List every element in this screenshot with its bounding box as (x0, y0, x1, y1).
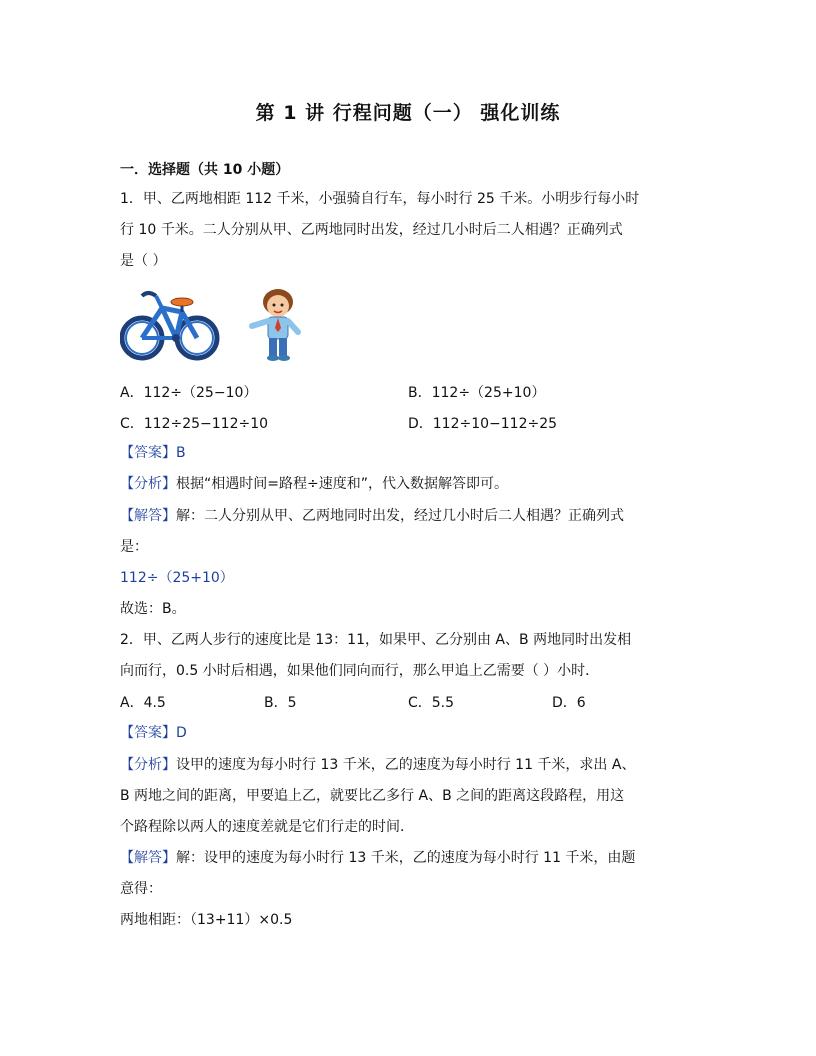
q1-illustrations (120, 286, 320, 366)
q1-option-b: B．112÷（25+10） (408, 385, 546, 401)
q1-formula: 112÷（25+10） (120, 570, 234, 586)
analysis-tag: 【分析】 (120, 476, 176, 492)
page-title: 第 1 讲 行程问题（一） 强化训练 (255, 102, 561, 124)
q1-option-a: A．112÷（25−10） (120, 385, 258, 401)
q1-option-d: D．112÷10−112÷25 (408, 416, 558, 432)
solution-text: 解：设甲的速度为每小时行 13 千米，乙的速度为每小时行 11 千米，由题 (176, 850, 636, 866)
q1-option-c: C．112÷25−112÷10 (120, 416, 269, 432)
solution-text: 解：二人分别从甲、乙两地同时出发，经过几小时后二人相遇？正确列式 (176, 508, 624, 524)
q1-conclusion: 故选：B。 (120, 601, 186, 617)
q2-option-d: D．6 (552, 695, 586, 711)
q2-solution-line-2: 意得： (120, 881, 162, 897)
q1-stem-line-3: 是（ ） (120, 253, 167, 269)
solution-tag: 【解答】 (120, 508, 176, 524)
q2-option-c: C．5.5 (408, 695, 455, 711)
answer-tag: 【答案】 (120, 725, 176, 741)
q1-stem-line-1: 1．甲、乙两地相距 112 千米，小强骑自行车，每小时行 25 千米。小明步行每小时 (120, 191, 640, 207)
q1-stem-line-2: 行 10 千米。二人分别从甲、乙两地同时出发，经过几小时后二人相遇？正确列式 (120, 222, 623, 238)
q2-answer (120, 723, 187, 743)
q2-solution-line-1 (120, 848, 635, 868)
q1-analysis (120, 474, 508, 494)
q1-answer (120, 443, 186, 463)
analysis-text: 根据“相遇时间=路程÷速度和”，代入数据解答即可。 (176, 476, 508, 492)
q2-analysis-line-2: B 两地之间的距离，甲要追上乙，就要比乙多行 A、B 之间的距离这段路程，用这 (120, 788, 625, 804)
answer-value: D (176, 725, 187, 741)
q2-analysis-line-3: 个路程除以两人的速度差就是它们行走的时间． (120, 819, 414, 835)
solution-tag: 【解答】 (120, 850, 176, 866)
boy-illustration (242, 286, 312, 366)
answer-value: B (176, 445, 186, 461)
q2-analysis-line-1 (120, 755, 635, 775)
q1-solution-line-2: 是： (120, 539, 148, 555)
q2-option-a: A．4.5 (120, 695, 166, 711)
q1-solution-line-1 (120, 506, 624, 526)
q2-stem-line-2: 向而行，0.5 小时后相遇，如果他们同向而行，那么甲追上乙需要（ ）小时． (120, 663, 600, 679)
answer-tag: 【答案】 (120, 445, 176, 461)
q2-stem-line-1: 2．甲、乙两人步行的速度比是 13：11，如果甲、乙分别由 A、B 两地同时出发相 (120, 632, 632, 648)
q2-solution-line-3: 两地相距：（13+11）×0.5 (120, 912, 293, 928)
section-heading: 一．选择题（共 10 小题） (120, 162, 290, 178)
q2-option-b: B．5 (264, 695, 297, 711)
analysis-text: 设甲的速度为每小时行 13 千米，乙的速度为每小时行 11 千米，求出 A、 (176, 757, 636, 773)
analysis-tag: 【分析】 (120, 757, 176, 773)
bicycle-illustration (120, 286, 220, 366)
